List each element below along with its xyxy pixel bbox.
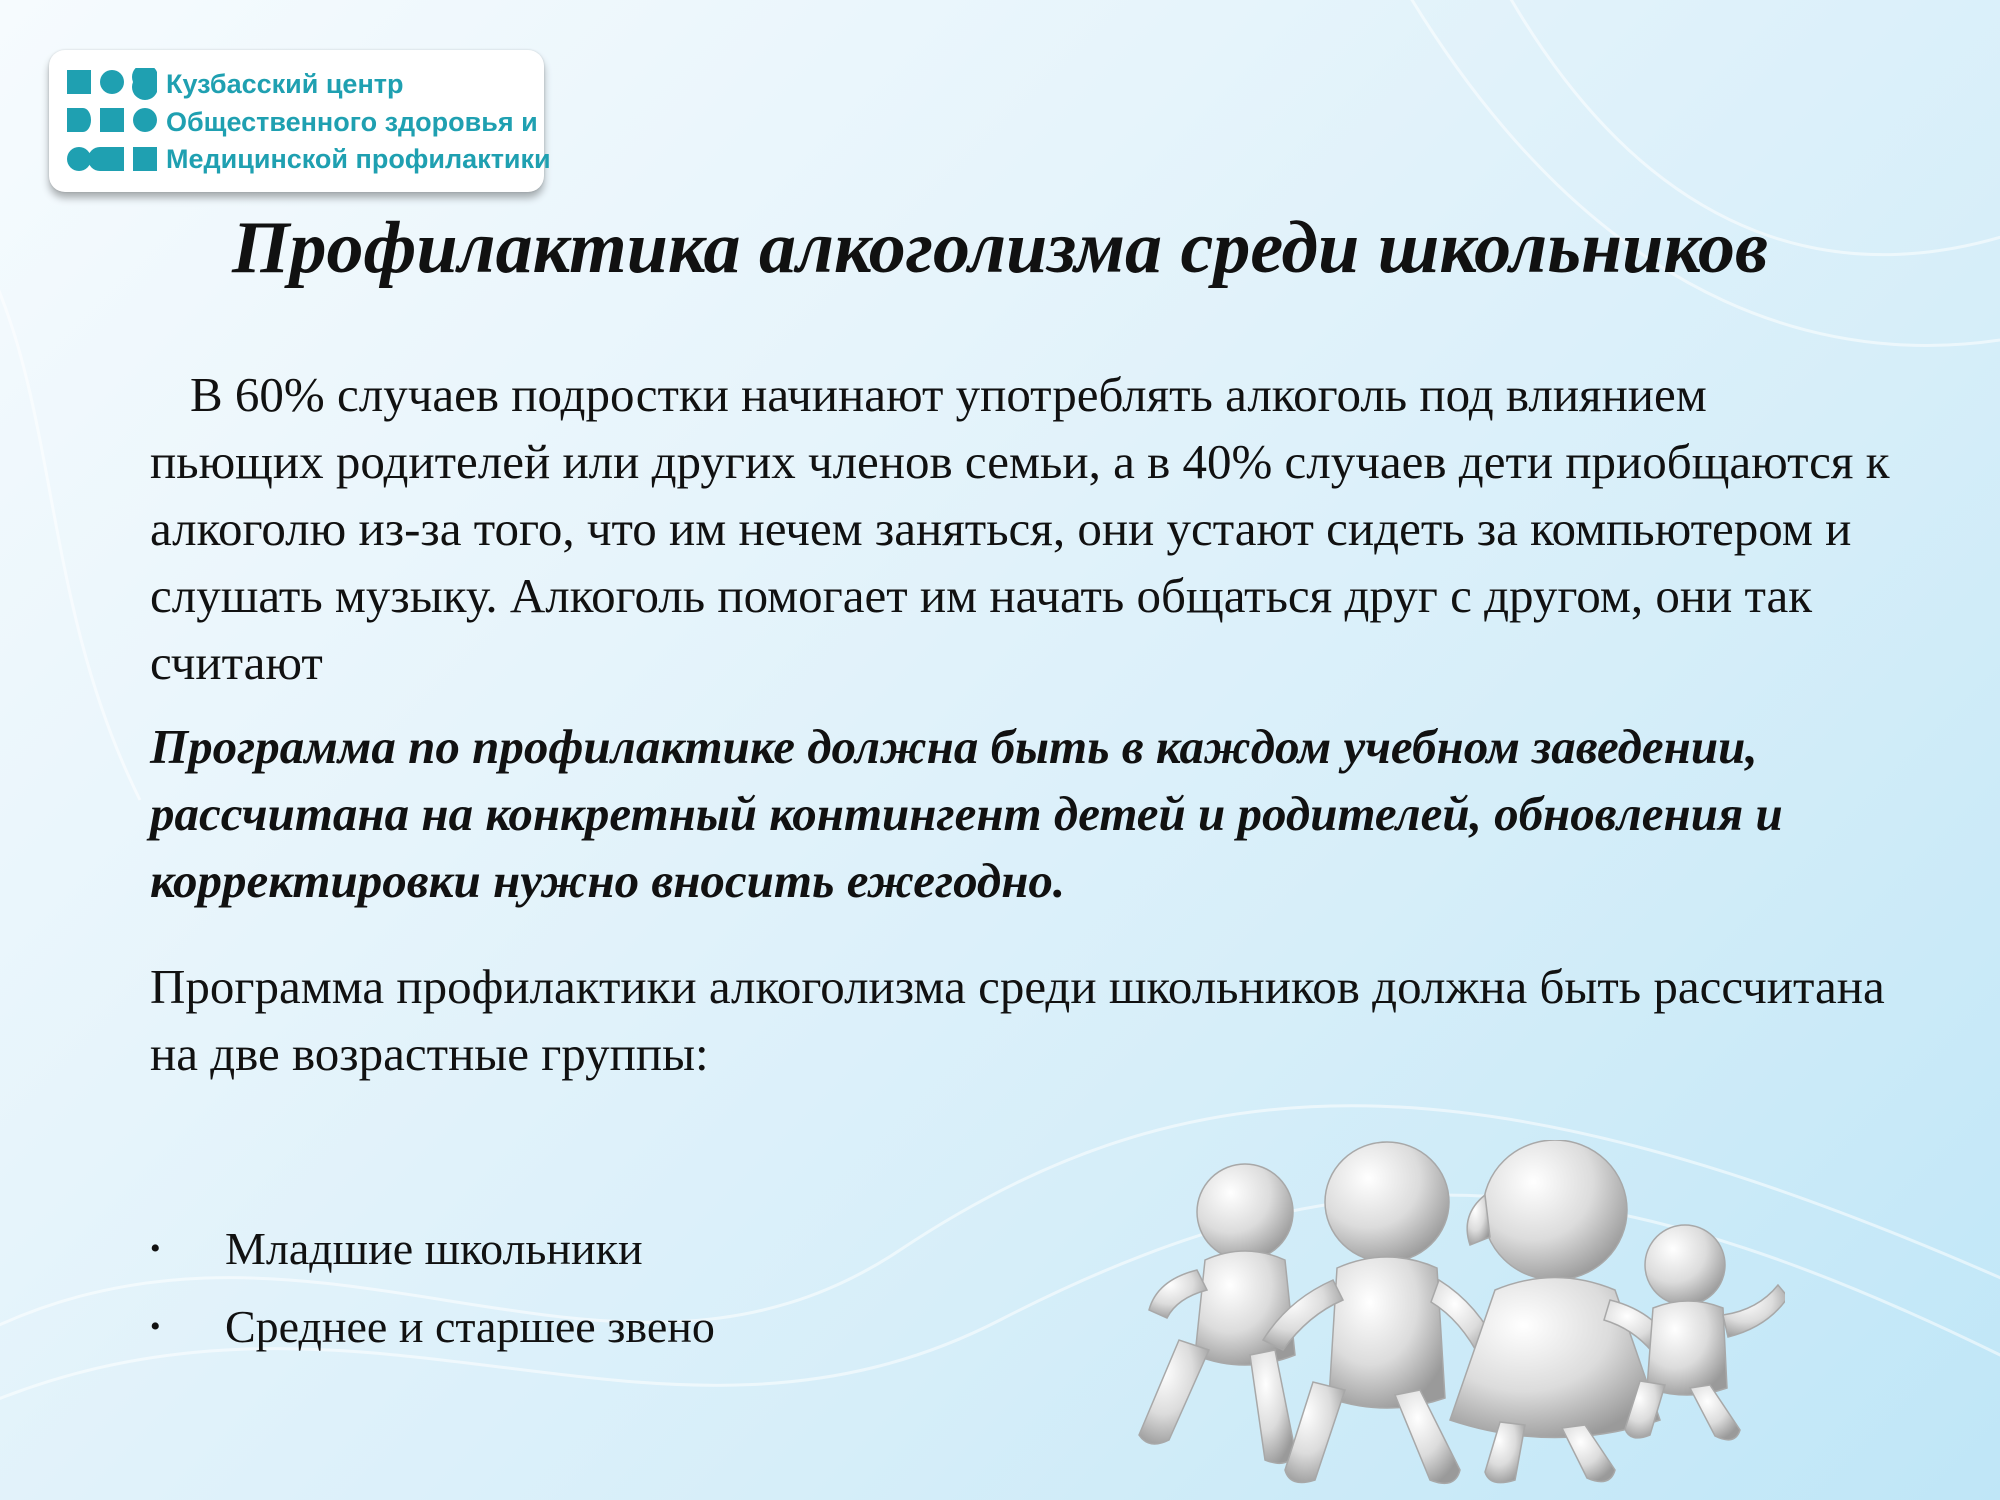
logo-mark-icon [65,68,159,174]
bullet-icon: • [150,1232,161,1265]
logo-line-2: Общественного здоровья и [166,106,538,137]
list-item [150,1288,715,1366]
intro-paragraph: В 60% случаев подростки начинают употреблять алкоголь под влиянием пьющих родителей или других членов семьи, а в 40% случаев дети приобщаются к алкоголю из-за того, что им нечем заняться, они устают сидеть за компьютером и слушать музыку. Алкоголь помогает им начать общаться друг с другом, они так считают [150,367,1890,690]
running-people-illustration [1125,1140,1785,1490]
list-item-label: Младшие школьники [225,1223,643,1274]
age-groups-paragraph: Программа профилактики алкоголизма среди школьников должна быть рассчитана на две возрастные группы: [150,959,1885,1081]
slide-title: Профилактика алкоголизма среди школьников [231,207,1769,289]
organization-logo [49,50,551,192]
emphasis-paragraph: Программа по профилактике должна быть в каждом учебном заведении, рассчитана на конкретный контингент детей и родителей, обновления и корректировки нужно вносить ежегодно. [150,719,1783,908]
logo-line-1: Кузбасский центр [166,69,404,99]
bullet-icon: • [150,1310,161,1343]
age-groups-list [150,1210,715,1366]
logo-line-3: Медицинской профилактики [166,144,551,174]
list-item [150,1210,715,1288]
logo-text [166,66,551,179]
list-item-label: Среднее и старшее звено [225,1301,715,1352]
